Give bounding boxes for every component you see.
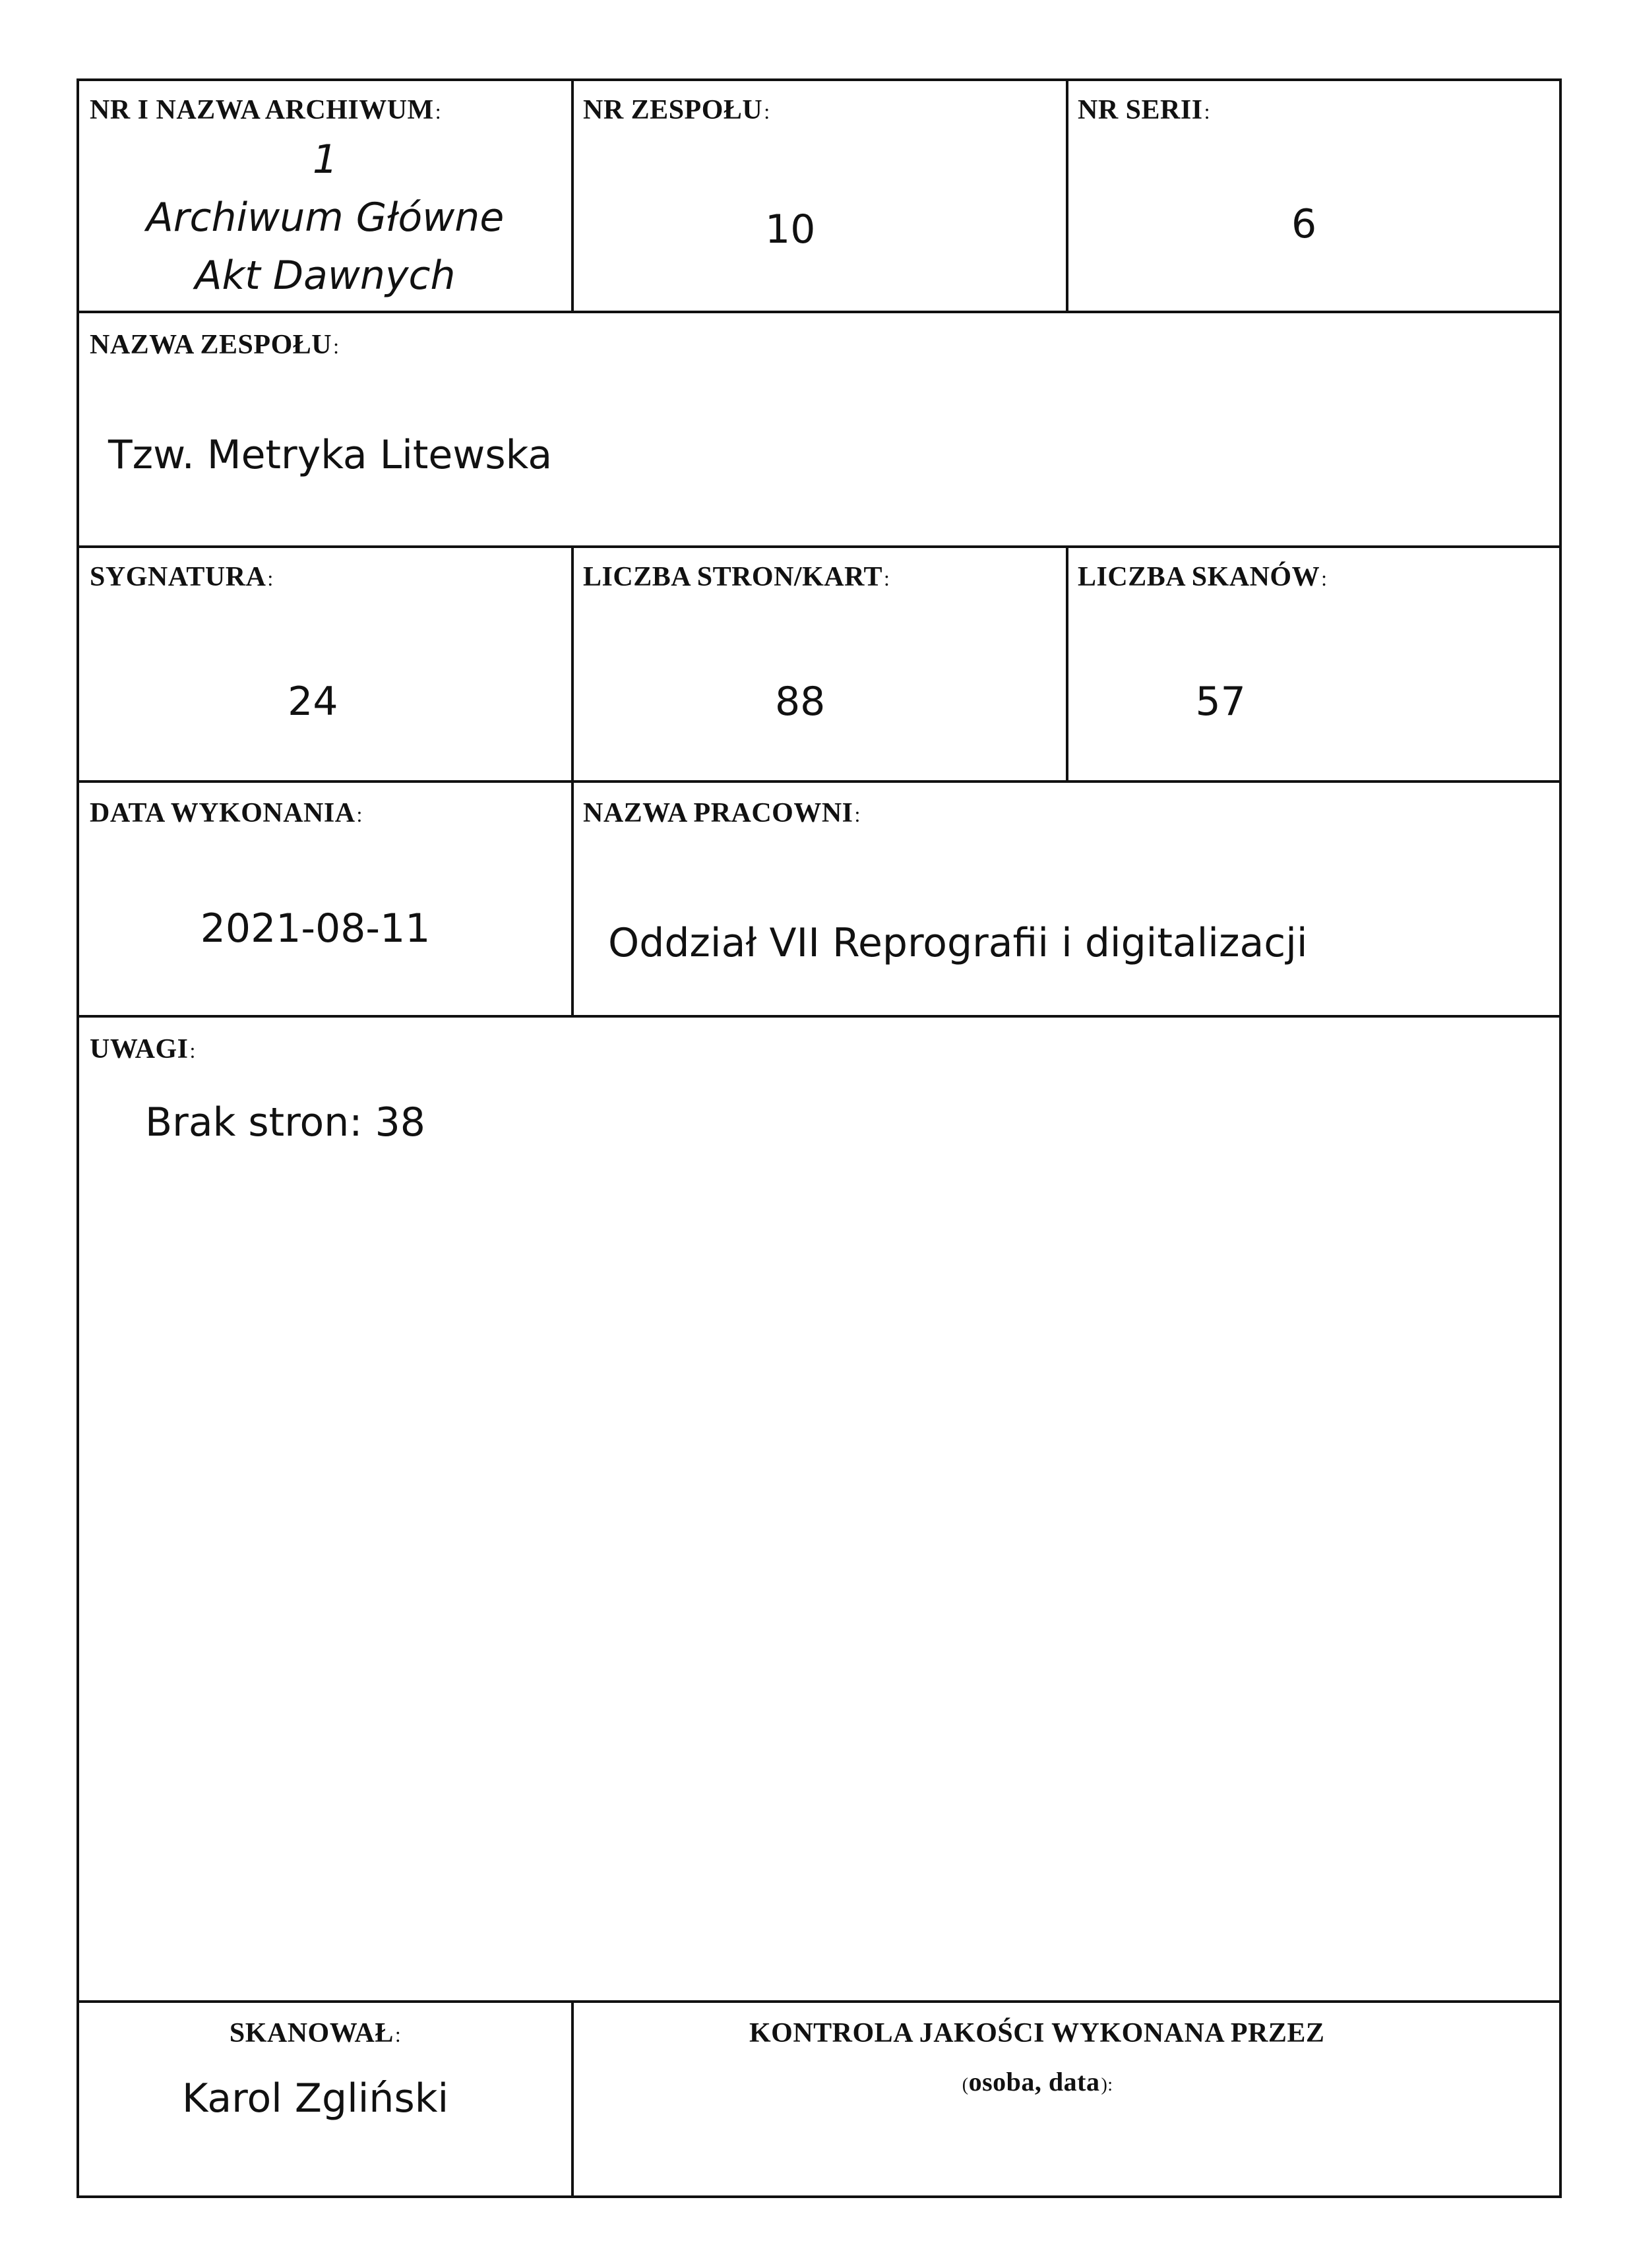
fonds-number-label-colon: :: [764, 100, 770, 123]
page-count-label-text: LICZBA STRON/KART: [583, 562, 882, 592]
fonds-name-label-colon: :: [333, 334, 340, 358]
quality-control-sublabel: [574, 2066, 1500, 2097]
archive-label-text: NR I NAZWA ARCHIWUM: [90, 95, 434, 125]
signature-cell: [77, 545, 574, 783]
quality-control-sublabel-close: ):: [1101, 2075, 1113, 2095]
series-number-label-text: NR SERII: [1078, 95, 1203, 125]
archive-label-colon: :: [435, 100, 442, 123]
series-number-label: [1078, 94, 1210, 126]
page-count-label-colon: :: [883, 567, 890, 590]
archive-name-line2: Akt Dawnych: [195, 253, 456, 299]
scan-count-label-colon: :: [1321, 567, 1328, 590]
scanned-by-label-text: SKANOWAŁ: [229, 2018, 394, 2048]
archive-number: 1: [312, 137, 338, 183]
fonds-number-cell: [571, 78, 1068, 313]
page-count-label: [583, 561, 890, 593]
fonds-number-value: 10: [765, 206, 816, 253]
quality-control-sublabel-open: (: [962, 2075, 969, 2095]
date-label: [90, 797, 363, 829]
date-cell: [77, 780, 574, 1018]
scan-count-cell: [1066, 545, 1562, 783]
archive-cell: [77, 78, 574, 313]
scan-count-value: 57: [1195, 679, 1246, 725]
quality-control-cell: [571, 2000, 1562, 2198]
workshop-value: Oddział VII Reprografii i digitalizacji: [608, 920, 1308, 966]
date-label-text: DATA WYKONANIA: [90, 798, 355, 828]
notes-label-colon: :: [189, 1039, 196, 1062]
series-number-value: 6: [1291, 201, 1317, 247]
fonds-number-label: [583, 94, 770, 126]
fonds-name-cell: [77, 311, 1562, 548]
series-number-label-colon: :: [1204, 100, 1210, 123]
workshop-label: [583, 797, 861, 829]
signature-label-colon: :: [267, 567, 274, 590]
signature-label-text: SYGNATURA: [90, 562, 266, 592]
fonds-number-label-text: NR ZESPOŁU: [583, 95, 763, 125]
scanned-by-cell: [77, 2000, 574, 2198]
scanned-by-value: Karol Zgliński: [182, 2075, 449, 2122]
quality-control-sublabel-text: osoba, data: [968, 2067, 1100, 2097]
scan-count-label-text: LICZBA SKANÓW: [1078, 562, 1320, 592]
notes-value: Brak stron: 38: [145, 1099, 425, 1146]
scanned-by-label-colon: :: [394, 2023, 402, 2046]
fonds-name-label: [90, 329, 339, 361]
series-number-cell: [1066, 78, 1562, 313]
signature-label: [90, 561, 274, 593]
workshop-cell: [571, 780, 1562, 1018]
workshop-label-colon: :: [854, 803, 861, 826]
scanned-by-label: [79, 2017, 551, 2049]
quality-control-label: KONTROLA JAKOŚCI WYKONANA PRZEZ: [749, 2018, 1325, 2048]
date-value: 2021-08-11: [200, 905, 431, 952]
notes-label: [90, 1033, 196, 1065]
archive-label: [90, 94, 441, 126]
page-count-value: 88: [774, 679, 826, 725]
signature-value: 24: [288, 679, 338, 725]
page-count-cell: [571, 545, 1068, 783]
fonds-name-label-text: NAZWA ZESPOŁU: [90, 330, 332, 360]
date-label-colon: :: [356, 803, 363, 826]
workshop-label-text: NAZWA PRACOWNI: [583, 798, 853, 828]
notes-label-text: UWAGI: [90, 1034, 189, 1064]
scan-count-label: [1078, 561, 1327, 593]
notes-cell: [77, 1015, 1562, 2003]
fonds-name-value: Tzw. Metryka Litewska: [108, 432, 553, 478]
archive-name-line1: Archiwum Główne: [146, 195, 505, 241]
